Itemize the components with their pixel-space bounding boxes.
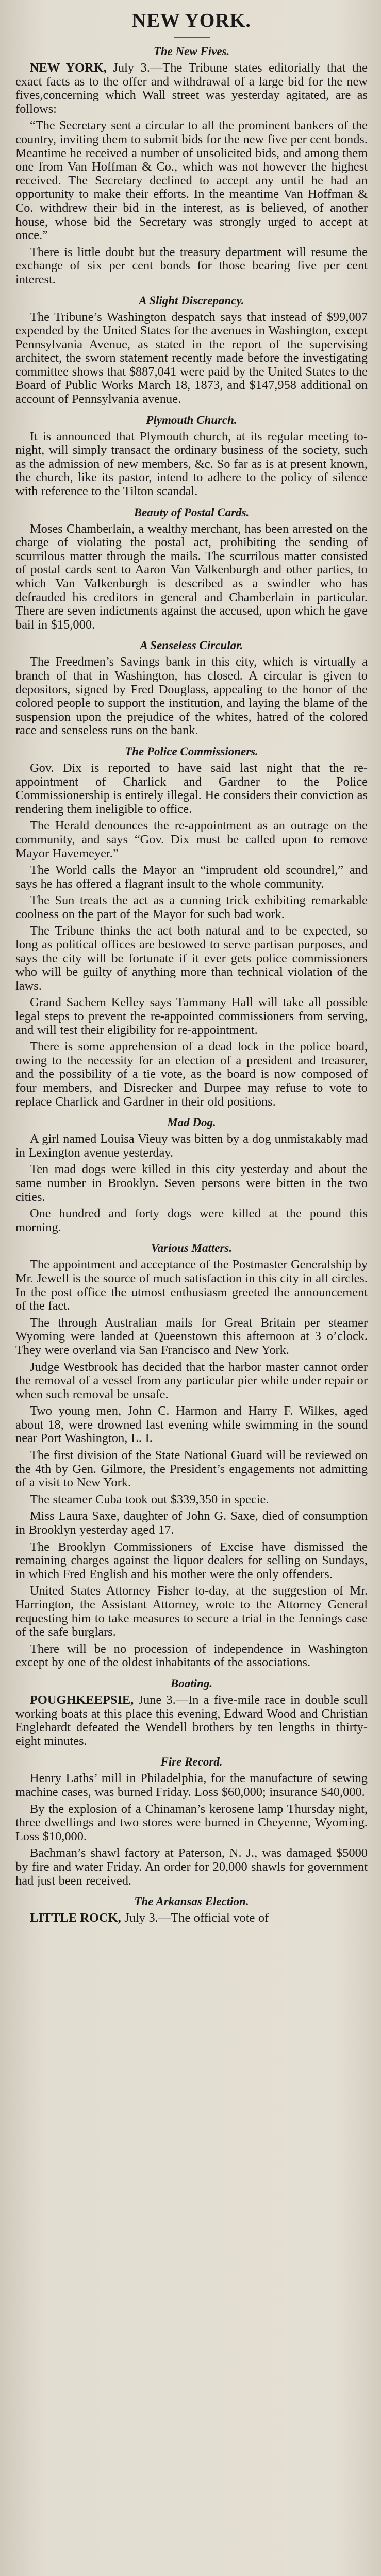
- paragraph-text: There is some apprehension of a dead lock in the police board, owing to the necessity for an election of a president and treasurer, and the possibility of a tie vote, as the board is now composed of four members, and Disrecker and Durpee may refuse to vote to replace Charlick and Gardner in their old positions.: [15, 1040, 368, 1109]
- paragraph-text: June 3.—In a five-mile race in double scull working boats at this place this evening, Edward Wood and Christian Englehardt defeated the Wendell brothers by ten lengths in thirty-eight minutes.: [15, 1692, 368, 1748]
- section-heading: The New Fives.: [153, 45, 230, 58]
- article-paragraph: [15, 1493, 368, 1507]
- paragraph-text: The Tribune thinks the act both natural and to be expected, so long as political offices are bestowed to serve partisan purposes, and says the city will be fortunate if it ever gets police commissioners who will be guilty of anything more than technical violation of the laws.: [15, 924, 368, 993]
- article-section: [15, 294, 368, 406]
- paragraph-text: The through Australian mails for Great Britain per steamer Wyoming were landed at Queenstown this afternoon at 3 o’clock. They were overland via San Francisco and New York.: [15, 1315, 368, 1357]
- article-section: [15, 1242, 368, 1670]
- article-section: [15, 1755, 368, 1888]
- article-paragraph: [15, 1510, 368, 1537]
- article-paragraph: [15, 761, 368, 816]
- section-heading: A Senseless Circular.: [140, 639, 243, 652]
- paragraph-text: July 3.—The official vote of: [121, 1911, 269, 1925]
- article-section: [15, 745, 368, 1109]
- article-paragraph: [15, 1803, 368, 1844]
- paragraph-text: Moses Chamberlain, a wealthy merchant, has been arrested on the charge of violating the postal act, prohibiting the sending of scurrilous matter through the mails. The scurrilous matter consisted of postal cards sent to Aaron Van Valkenburgh and other parties, to which Van Valkenburgh is described as a swindler who has defrauded his creditors in general and Chamberlain in particular. There are seven indictments against the accused, upon which he gave bail in $15,000.: [15, 521, 368, 632]
- paragraph-text: The World calls the Mayor an “imprudent old scoundrel,” and says he has offered a flagrant insult to the whole community.: [15, 863, 368, 891]
- dateline: LITTLE ROCK,: [30, 1911, 121, 1925]
- article-paragraph: [15, 1361, 368, 1402]
- masthead-rule: [174, 37, 210, 38]
- paragraph-text: Gov. Dix is reported to have said last night that the re-appointment of Charlick and Gardner to the Police Commissionership is entirely illegal. He considers their conviction as rendering them ineligible to office.: [15, 760, 368, 816]
- article-section: [15, 506, 368, 632]
- paragraph-text: The Tribune’s Washington despatch says that instead of $99,007 expended by the United States for the avenues in Washington, except Pennsylvania Avenue, as stated in the report of the supervising architect, the sworn statement recently made before the investigating committee shows that $887,041 were paid by the United States to the Board of Public Works March 18, 1873, and $147,958 additional on account of Pennsylvania avenue.: [15, 310, 368, 406]
- paragraph-text: United States Attorney Fisher to-day, at the suggestion of Mr. Harrington, the Assistant Attorney, wrote to the Attorney General requesting him to take measures to secure a trial in the Jennings case of the safe burglars.: [15, 1584, 368, 1639]
- article-section: [15, 1677, 368, 1748]
- paragraph-text: Ten mad dogs were killed in this city yesterday and about the same number in Brooklyn. Seven persons were bitten in the two cities.: [15, 1162, 368, 1204]
- article-paragraph: [15, 1642, 368, 1670]
- article-paragraph: [15, 1132, 368, 1160]
- article-paragraph: [15, 1584, 368, 1639]
- article-section: [15, 45, 368, 287]
- article-paragraph: [15, 1911, 368, 1925]
- section-heading: Boating.: [170, 1676, 213, 1690]
- paragraph-text: Judge Westbrook has decided that the harbor master cannot order the removal of a vessel from any particular pier while under repair or when such removal be unsafe.: [15, 1360, 368, 1401]
- article-paragraph: [15, 1846, 368, 1888]
- paragraph-text: There will be no procession of independence in Washington except by one of the oldest inhabitants of the associations.: [15, 1641, 368, 1670]
- dateline: POUGHKEEPSIE,: [30, 1692, 134, 1707]
- article-paragraph: [15, 1040, 368, 1109]
- article-paragraph: [15, 894, 368, 921]
- article-section: [15, 1116, 368, 1234]
- article-paragraph: [15, 863, 368, 891]
- article-paragraph: [15, 246, 368, 287]
- article-paragraph: [15, 61, 368, 116]
- paragraph-text: “The Secretary sent a circular to all the prominent bankers of the country, inviting them to submit bids for the new five per cent bonds. Meantime he received a number of unsolicited bids, and among them one from Van Hoffman & Co., which was not however the highest received. The Secretary declined to accept any until he had an opportunity to make their efforts. In the meantime Van Hoffman & Co. withdrew their bid in the interest, as is believed, of another house, whose bid the Secretary was strongly urged to accept at once.”: [15, 118, 368, 243]
- section-heading: The Police Commissioners.: [125, 744, 258, 758]
- article-section: [15, 414, 368, 499]
- article-paragraph: [15, 819, 368, 860]
- paragraph-text: It is announced that Plymouth church, at its regular meeting to-night, will simply transact the ordinary business of the society, such as the admission of new members, &c. So far as is at present known, the church, like its pastor, intend to adhere to the policy of silence with reference to the Tilton scandal.: [15, 429, 368, 499]
- masthead-title: NEW YORK.: [132, 10, 251, 31]
- article-paragraph: [15, 119, 368, 242]
- paragraph-text: A girl named Louisa Vieuy was bitten by a dog unmistakably mad in Lexington avenue yesterday.: [15, 1132, 368, 1160]
- article-paragraph: [15, 1772, 368, 1799]
- paragraph-text: The Brooklyn Commissioners of Excise have dismissed the remaining charges against the liquor dealers for selling on Sundays, in which Fred English and his mother were the only offenders.: [15, 1539, 368, 1581]
- article-paragraph: [15, 1693, 368, 1748]
- article-paragraph: [15, 1404, 368, 1446]
- section-heading: The Arkansas Election.: [134, 1895, 249, 1908]
- article-paragraph: [15, 1258, 368, 1313]
- paragraph-text: The Herald denounces the re-appointment as an outrage on the community, and says “Gov. Dix must be called upon to remove Mayor Havemeyer.”: [15, 819, 368, 860]
- article-paragraph: [15, 430, 368, 499]
- section-heading: A Slight Discrepancy.: [139, 294, 244, 307]
- section-heading: Mad Dog.: [167, 1116, 216, 1129]
- section-heading: Fire Record.: [160, 1755, 223, 1769]
- paragraph-text: There is little doubt but the treasury department will resume the exchange of six per cent bonds for those bearing five per cent interest.: [15, 245, 368, 286]
- article-paragraph: [15, 924, 368, 993]
- article-paragraph: [15, 311, 368, 406]
- section-heading: Various Matters.: [151, 1242, 233, 1255]
- paragraph-text: Grand Sachem Kelley says Tammany Hall will take all possible legal steps to prevent the re-appointed commissioners from serving, and will test their eligibility for re-appointment.: [15, 995, 368, 1037]
- article-paragraph: [15, 1540, 368, 1582]
- paragraph-text: The Sun treats the act as a cunning trick exhibiting remarkable coolness on the part of the Mayor for such bad work.: [15, 893, 368, 921]
- dateline: NEW YORK,: [30, 61, 107, 75]
- section-heading: Beauty of Postal Cards.: [134, 505, 250, 519]
- article-paragraph: [15, 655, 368, 738]
- article-section: [15, 1895, 368, 1925]
- article-paragraph: [15, 522, 368, 632]
- article-section: [15, 639, 368, 738]
- paragraph-text: The first division of the State National Guard will be reviewed on the 4th by Gen. Gilmore, the President’s engagements not admitting of a visit to New York.: [15, 1448, 368, 1490]
- paragraph-text: July 3.—The Tribune states editorially that the exact facts as to the offer and withdrawal of a large bid for the new fives,concerning which Wall street was yesterday agitated, are as follows:: [15, 61, 368, 116]
- article-paragraph: [15, 1316, 368, 1358]
- section-heading: Plymouth Church.: [146, 413, 237, 427]
- paragraph-text: One hundred and forty dogs were killed at the pound this morning.: [15, 1207, 368, 1234]
- paragraph-text: Bachman’s shawl factory at Paterson, N. J., was damaged $5000 by fire and water Friday. An order for 20,000 shawls for government had just been received.: [15, 1846, 368, 1888]
- paragraph-text: Miss Laura Saxe, daughter of John G. Saxe, died of consumption in Brooklyn yesterday aged 17.: [15, 1509, 368, 1537]
- article-paragraph: [15, 996, 368, 1037]
- paragraph-text: The steamer Cuba took out $339,350 in specie.: [30, 1492, 269, 1506]
- paragraph-text: Henry Laths’ mill in Philadelphia, for the manufacture of sewing machine cases, was burned Friday. Loss $60,000; insurance $40,000.: [15, 1771, 368, 1799]
- article-paragraph: [15, 1449, 368, 1490]
- article-paragraph: [15, 1163, 368, 1204]
- article-column: [15, 45, 368, 1925]
- paragraph-text: The appointment and acceptance of the Postmaster Generalship by Mr. Jewell is the source of much satisfaction in this city in all circles. In the post office the utmost enthusiasm greeted the announcement of the fact.: [15, 1258, 368, 1313]
- paragraph-text: By the explosion of a Chinaman’s kerosene lamp Thursday night, three dwellings and two stores were burned in Cheyenne, Wyoming. Loss $10,000.: [15, 1802, 368, 1843]
- paragraph-text: The Freedmen’s Savings bank in this city, which is virtually a branch of that in Washington, has closed. A circular is given to depositors, signed by Fred Douglass, appealing to the honor of the colored people to support the institution, and laying the blame of the suspension upon the prejudice of the whites, hatred of the colored race and senseless runs on the bank.: [15, 655, 368, 738]
- paragraph-text: Two young men, John C. Harmon and Harry F. Wilkes, aged about 18, were drowned last evening while swimming in the sound near Port Washington, L. I.: [15, 1404, 368, 1446]
- article-paragraph: [15, 1207, 368, 1234]
